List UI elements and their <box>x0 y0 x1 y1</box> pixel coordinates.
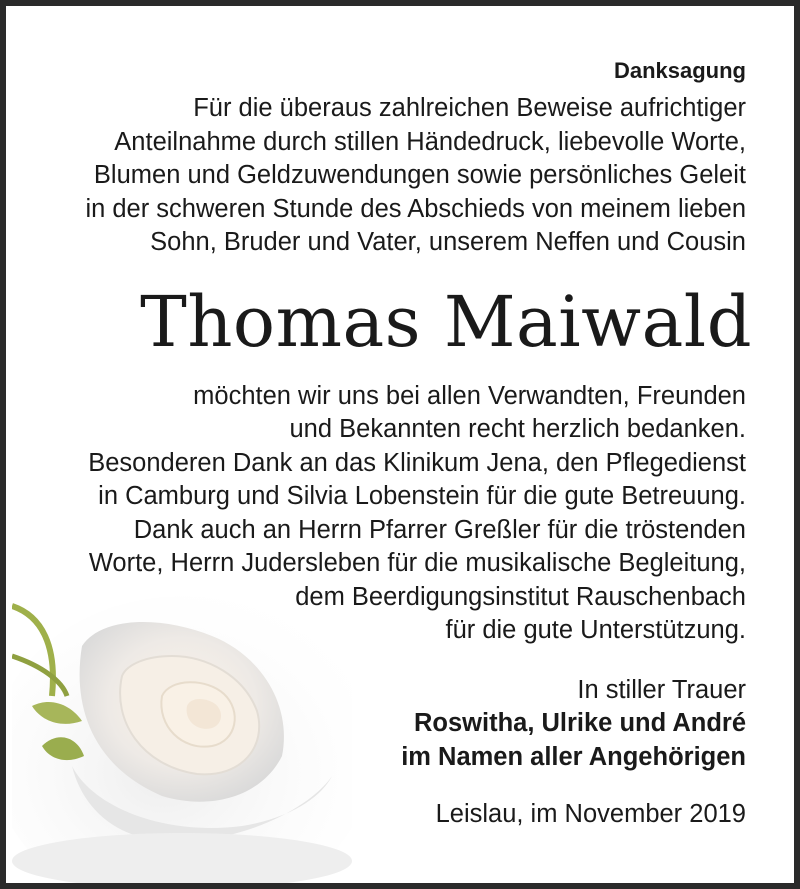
intro-line: in der schweren Stunde des Abschieds von meinem lieben <box>85 194 746 223</box>
mourning-block <box>26 674 746 775</box>
thanks-line: für die gute Unterstützung. <box>445 616 746 644</box>
intro-paragraph <box>26 92 746 260</box>
place-date: Leislau, im November 2019 <box>435 800 746 828</box>
intro-line: Sohn, Bruder und Vater, unserem Neffen und Cousin <box>150 228 746 256</box>
obituary-text <box>26 56 752 831</box>
thanks-line: Worte, Herrn Judersleben für die musikalische Begleitung, <box>88 549 746 577</box>
intro-line: Für die überaus zahlreichen Beweise aufrichtiger <box>193 94 746 122</box>
intro-line: Blumen und Geldzuwendungen sowie persönliches Geleit <box>93 161 746 189</box>
thanks-line: und Bekannten recht herzlich bedanken. <box>289 415 746 443</box>
thanks-line: dem Beerdigungsinstitut Rauschenbach <box>295 582 746 611</box>
mourners-relatives: im Namen aller Angehörigen <box>401 742 746 771</box>
deceased-name: Thomas Maiwald <box>140 280 752 363</box>
thanks-paragraph <box>26 380 746 648</box>
heading: Danksagung <box>613 58 746 83</box>
thanks-line: möchten wir uns bei allen Verwandten, Freunden <box>193 381 746 410</box>
thanks-line: in Camburg und Silvia Lobenstein für die gute Betreuung. <box>98 482 746 510</box>
intro-line: Anteilnahme durch stillen Händedruck, liebevolle Worte, <box>114 127 746 156</box>
thanks-line: Dank auch an Herrn Pfarrer Greßler für die tröstenden <box>133 515 746 544</box>
mourning-line: In stiller Trauer <box>577 675 746 704</box>
mourners-names: Roswitha, Ulrike und André <box>413 709 746 737</box>
thanks-line: Besonderen Dank an das Klinikum Jena, den Pflegedienst <box>88 448 746 477</box>
